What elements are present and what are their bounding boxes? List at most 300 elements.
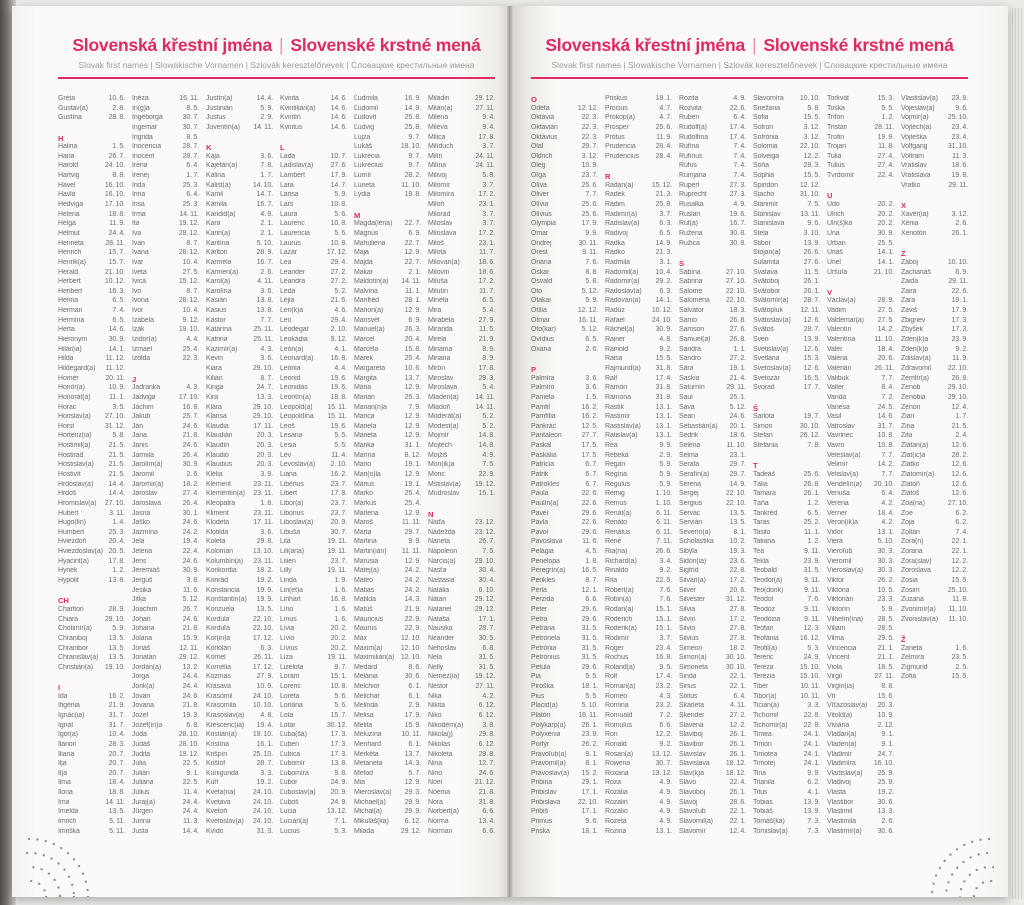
given-name: Servác	[679, 509, 701, 517]
given-name: Rodimír	[605, 634, 629, 642]
given-name: Melisa	[354, 712, 374, 719]
name-day-date: 26. 2.	[877, 577, 894, 585]
given-name: Ľuben	[280, 740, 299, 748]
name-day-date: 19. 10.	[178, 326, 199, 334]
name-entry	[206, 95, 273, 105]
given-name: Zden(k)a	[901, 336, 929, 344]
name-day-date: 6. 12.	[478, 702, 495, 710]
name-day-date: 11. 8.	[878, 143, 894, 151]
name-entry	[531, 770, 598, 780]
name-entry	[132, 654, 199, 664]
given-name: Piroška	[531, 683, 554, 691]
names-column	[428, 95, 495, 837]
name-day-date: 17. 8.	[330, 490, 347, 498]
section-letter: O	[531, 95, 537, 104]
given-name: Lejla	[280, 297, 295, 305]
name-entry	[901, 404, 968, 414]
name-day-date: 25. 4.	[404, 490, 421, 498]
name-day-date: 30. 7.	[182, 123, 199, 131]
name-entry	[280, 722, 347, 732]
name-day-date: 5. 6.	[334, 229, 347, 237]
given-name: Pelágia	[531, 548, 554, 556]
given-name: Konkordia	[206, 567, 237, 575]
given-name: Ondrej	[531, 239, 552, 247]
name-day-date: 1. 6.	[334, 586, 347, 594]
name-entry	[901, 413, 968, 423]
name-day-date: 23. 9.	[581, 731, 598, 739]
name-day-date: 1. 6.	[955, 644, 968, 652]
given-name: Kasián	[206, 297, 227, 305]
name-day-date: 29. 2.	[655, 278, 672, 286]
name-day-date: 23. 1.	[478, 201, 495, 209]
name-entry	[827, 240, 894, 250]
name-entry	[901, 567, 968, 577]
name-entry	[605, 731, 672, 741]
name-day-date: 4. 9.	[659, 789, 672, 797]
name-entry	[605, 645, 672, 655]
given-name: Horst	[58, 422, 75, 430]
name-day-date: 4. 3.	[659, 692, 672, 700]
name-entry	[428, 490, 495, 500]
name-day-date: 5. 10.	[877, 538, 894, 546]
given-name: Hrdoslav(a)	[58, 480, 94, 488]
name-entry	[605, 625, 672, 635]
name-entry	[679, 548, 746, 558]
given-name: Lukrécius	[354, 162, 384, 170]
given-name: Juraj(a)	[132, 798, 155, 806]
name-day-date: 22. 10.	[799, 143, 820, 151]
name-day-date: 6. 5.	[482, 297, 495, 305]
name-entry	[531, 442, 598, 452]
given-name: Gréta	[58, 95, 76, 102]
name-entry	[605, 134, 672, 144]
name-day-date: 30. 9.	[182, 567, 199, 575]
given-name: Skarleta	[679, 702, 704, 710]
name-entry	[58, 645, 125, 655]
name-entry	[827, 510, 894, 520]
name-day-date: 16. 12.	[799, 634, 820, 642]
name-day-date: 19. 12.	[178, 220, 199, 228]
name-entry	[605, 587, 672, 597]
name-day-date: 13. 12.	[651, 769, 672, 777]
name-entry	[206, 481, 273, 491]
name-entry	[827, 712, 894, 722]
name-entry	[901, 510, 968, 520]
given-name: Nestor	[428, 683, 449, 691]
given-name: Krasomil	[206, 692, 233, 700]
given-name: Saul	[679, 393, 693, 401]
name-day-date: 14. 6.	[330, 104, 347, 112]
given-name: Velislav(a)	[827, 470, 859, 478]
given-name: Jerguš	[132, 577, 153, 585]
name-day-date: 15. 7.	[108, 258, 125, 266]
name-day-date: 2. 9.	[659, 451, 672, 459]
name-day-date: 24. 4.	[182, 673, 199, 681]
name-day-date: 16. 2.	[330, 470, 347, 478]
name-day-date: 6. 9.	[955, 268, 968, 276]
given-name: Zlatomír(a)	[901, 470, 935, 478]
name-day-date: 12. 5.	[581, 422, 598, 430]
name-entry	[531, 114, 598, 124]
name-day-date: 29. 6.	[581, 663, 598, 671]
name-day-date: 30. 10.	[725, 654, 746, 662]
given-name: Hartvig	[58, 172, 80, 180]
given-name: Olympia	[531, 220, 556, 228]
name-entry	[132, 645, 199, 655]
name-entry	[827, 95, 894, 105]
name-day-date: 4. 9.	[482, 451, 495, 459]
name-entry	[531, 538, 598, 548]
given-name: Rozália	[605, 789, 628, 797]
name-day-date: 17. 8.	[478, 364, 495, 372]
name-day-date: 5. 12.	[182, 596, 199, 604]
given-name: Ingemar	[132, 123, 157, 131]
given-name: In(g)a	[132, 104, 150, 112]
name-day-date: 24. 6.	[182, 692, 199, 700]
name-entry	[827, 375, 894, 385]
name-entry	[354, 182, 421, 192]
given-name: Sergius	[679, 499, 703, 507]
given-name: Prosper	[605, 123, 629, 131]
given-name: Marína	[354, 451, 376, 459]
given-name: Viera	[827, 538, 843, 546]
name-day-date: 18. 1.	[581, 827, 598, 835]
given-name: Milorad	[428, 210, 451, 218]
name-day-date: 22. 10.	[577, 798, 598, 806]
name-entry	[206, 828, 273, 838]
name-day-date: 9. 2.	[659, 567, 672, 575]
name-day-date: 23. 1.	[478, 239, 495, 247]
name-day-date: 5. 5.	[334, 442, 347, 450]
row-spacer	[679, 249, 746, 259]
name-entry	[132, 355, 199, 365]
name-day-date: 26. 6.	[803, 249, 820, 257]
name-day-date: 19. 11.	[327, 538, 347, 546]
page-header	[58, 6, 495, 79]
given-name: Nikoleta	[428, 750, 453, 758]
name-day-date: 25. 11.	[253, 336, 273, 344]
name-entry	[901, 317, 968, 327]
given-name: Juventín(a)	[206, 123, 240, 131]
name-day-date: 7. 4.	[733, 152, 746, 160]
name-day-date: 27. 8.	[729, 625, 746, 633]
name-day-date: 19. 3.	[182, 712, 199, 719]
name-day-date: 13. 5.	[729, 519, 746, 527]
name-entry	[280, 461, 347, 471]
given-name: Línus	[280, 615, 297, 623]
given-name: Zvonislav(a)	[901, 615, 938, 623]
given-name: Klementín(a)	[206, 490, 245, 498]
given-name: Karol(a)	[206, 278, 231, 286]
name-day-date: 31. 7.	[877, 422, 894, 430]
given-name: Vratislava	[901, 172, 931, 180]
name-day-date: 7. 4.	[955, 528, 968, 536]
given-name: Patrícia	[531, 461, 554, 469]
given-name: Marlena	[354, 509, 379, 517]
name-entry	[428, 587, 495, 597]
name-entry	[58, 702, 125, 712]
given-name: Oktávia	[531, 114, 555, 122]
given-name: Rúfus	[679, 162, 697, 170]
given-name: Nataša	[428, 615, 450, 623]
name-entry	[753, 722, 820, 732]
name-entry	[531, 172, 598, 182]
given-name: Tomislav(a)	[753, 827, 788, 835]
name-entry	[132, 519, 199, 529]
name-day-date: 19. 4.	[256, 721, 273, 729]
name-day-date: 11. 7.	[479, 287, 495, 295]
name-entry	[58, 751, 125, 761]
given-name: Ruslan	[679, 210, 701, 218]
name-entry	[58, 162, 125, 172]
name-day-date: 25. 1.	[729, 393, 746, 401]
name-day-date: 29. 3.	[478, 374, 495, 382]
name-day-date: 17. 8.	[108, 557, 125, 565]
given-name: Herina	[58, 297, 79, 305]
name-entry	[428, 596, 495, 606]
name-entry	[428, 413, 495, 423]
name-day-date: 22. 8.	[803, 721, 820, 729]
name-entry	[753, 326, 820, 336]
name-entry	[280, 336, 347, 346]
name-day-date: 22. 6.	[951, 287, 968, 295]
name-day-date: 30. 7.	[655, 760, 672, 768]
name-entry	[901, 346, 968, 356]
given-name: León(a)	[280, 345, 304, 353]
name-day-date: 4. 8.	[659, 336, 672, 344]
name-entry	[428, 114, 495, 124]
row-spacer	[206, 134, 273, 144]
name-day-date: 25. 6.	[655, 123, 672, 131]
name-day-date: 1. 7.	[186, 172, 199, 180]
name-entry	[280, 538, 347, 548]
name-entry	[132, 249, 199, 259]
given-name: Ružena	[679, 229, 703, 237]
name-entry	[531, 288, 598, 298]
name-entry	[428, 741, 495, 751]
name-entry	[132, 346, 199, 356]
name-entry	[901, 307, 968, 317]
given-name: Orest	[531, 249, 548, 257]
given-name: Záviš	[901, 307, 918, 315]
given-name: Mladen(a)	[428, 393, 459, 401]
name-entry	[58, 182, 125, 192]
name-entry	[679, 365, 746, 375]
given-name: Slavoľub	[679, 808, 706, 816]
given-name: Radan(a)	[605, 181, 634, 189]
name-entry	[132, 481, 199, 491]
name-entry	[827, 538, 894, 548]
name-day-date: 1. 6.	[334, 615, 347, 623]
given-name: Trofin	[827, 133, 845, 141]
name-day-date: 13. 8.	[330, 760, 347, 768]
name-entry	[206, 394, 273, 404]
name-day-date: 28. 12.	[178, 249, 199, 257]
given-name: Henrich	[58, 249, 82, 257]
given-name: Lívio	[280, 634, 295, 642]
name-entry	[753, 500, 820, 510]
given-name: Roderich	[605, 615, 633, 623]
given-name: Rastimír	[605, 413, 631, 421]
name-day-date: 24. 2.	[182, 528, 199, 536]
name-day-date: 24. 4.	[182, 683, 199, 691]
given-name: Konrád	[206, 577, 228, 585]
name-day-date: 13. 1.	[655, 403, 672, 411]
given-name: Mileva	[428, 123, 448, 131]
name-day-date: 10. 4.	[182, 258, 199, 266]
name-entry	[58, 616, 125, 626]
given-name: Stojan(a)	[753, 249, 781, 257]
given-name: Pankrác	[531, 422, 556, 430]
name-day-date: 27. 2.	[729, 355, 746, 363]
given-name: Kornélia	[206, 663, 231, 671]
name-entry	[280, 577, 347, 587]
section-letter: V	[827, 287, 832, 297]
given-name: Titanila	[753, 779, 775, 787]
name-entry	[280, 201, 347, 211]
section-letter: T	[753, 461, 758, 471]
given-name: Petula	[531, 663, 551, 671]
name-entry	[753, 645, 820, 655]
name-day-date: 5. 10.	[581, 702, 598, 710]
given-name: Tatiana	[753, 538, 775, 546]
name-day-date: 25. 10.	[252, 750, 273, 758]
given-name: Zenob	[901, 384, 921, 392]
name-day-date: 29. 12.	[400, 827, 421, 835]
name-entry	[605, 307, 672, 317]
given-name: Norma	[428, 818, 449, 826]
given-name: Inocencia	[132, 143, 162, 151]
name-day-date: 12. 9.	[404, 432, 421, 440]
given-name: Valerián	[827, 364, 852, 372]
name-entry	[58, 625, 125, 635]
name-day-date: 23. 12.	[474, 528, 495, 536]
name-entry	[58, 201, 125, 211]
given-name: Valentína	[827, 336, 856, 344]
given-name: Rafael	[605, 316, 625, 324]
given-name: Rodan(a)	[605, 605, 634, 613]
given-name: Lev	[280, 451, 291, 459]
name-day-date: 16. 9.	[404, 95, 421, 102]
given-name: Miloslav	[428, 220, 453, 228]
given-name: Hubert	[58, 509, 79, 517]
given-name: Kveta(na)	[206, 789, 236, 797]
given-name: Rita	[605, 577, 618, 585]
name-entry	[58, 288, 125, 298]
given-name: Majda	[354, 258, 373, 266]
name-day-date: 7. 3.	[807, 818, 820, 826]
name-entry	[901, 278, 968, 288]
name-entry	[753, 587, 820, 597]
name-day-date: 20. 3.	[877, 702, 894, 710]
name-entry	[58, 577, 125, 587]
name-entry	[827, 297, 894, 307]
given-name: Zian	[901, 413, 915, 421]
given-name: Vidor	[827, 528, 843, 536]
name-entry	[605, 365, 672, 375]
given-name: Kevin	[206, 355, 224, 363]
given-name: Iľja	[58, 769, 68, 777]
name-day-date: 7. 4.	[733, 143, 746, 151]
name-entry	[531, 278, 598, 288]
given-name: Matúš	[354, 605, 373, 613]
name-entry	[354, 220, 421, 230]
given-name: Krasava	[206, 683, 231, 691]
name-entry	[58, 259, 125, 269]
name-day-date: 18. 6.	[478, 268, 495, 276]
name-entry	[132, 423, 199, 433]
name-day-date: 30. 4.	[478, 567, 495, 575]
given-name: Juliána	[132, 779, 154, 787]
name-day-date: 17. 2.	[478, 278, 495, 286]
given-name: Tician(a)	[753, 702, 780, 710]
name-entry	[354, 741, 421, 751]
given-name: Remig	[605, 490, 625, 498]
title-separator: |	[278, 35, 284, 55]
given-name: Klaudín	[206, 442, 230, 450]
name-day-date: 27. 7.	[581, 432, 598, 440]
name-day-date: 27. 2.	[729, 712, 746, 719]
name-day-date: 4. 8.	[260, 712, 273, 719]
name-day-date: 12. 9.	[404, 470, 421, 478]
given-name: Marta	[354, 528, 372, 536]
name-day-date: 11. 8.	[952, 596, 968, 604]
name-day-date: 18. 4.	[877, 345, 894, 353]
given-name: Prudencia	[605, 143, 636, 151]
name-entry	[280, 799, 347, 809]
name-day-date: 31. 8.	[655, 384, 672, 392]
given-name: Zosim	[901, 586, 920, 594]
name-day-date: 30. 3.	[877, 567, 894, 575]
name-entry	[206, 317, 273, 327]
given-name: Markus	[354, 499, 377, 507]
given-name: Narcis(a)	[428, 557, 456, 565]
name-day-date: 22. 1.	[951, 538, 968, 546]
given-name: Herman	[58, 307, 83, 315]
name-day-date: 15. 3.	[877, 95, 894, 102]
given-name: Ulri(š)ka	[827, 220, 853, 228]
name-day-date: 9. 1.	[881, 731, 894, 739]
given-name: Petra	[531, 615, 548, 623]
given-name: Kalina	[206, 172, 225, 180]
name-entry	[58, 789, 125, 799]
title-czech: Slovenská křestní jména	[72, 35, 272, 55]
given-name: Jela	[132, 538, 145, 546]
given-name: Koloman	[206, 548, 233, 556]
name-day-date: 27. 10.	[947, 499, 968, 507]
name-entry	[354, 693, 421, 703]
name-entry	[605, 606, 672, 616]
name-day-date: 3. 7.	[482, 181, 495, 189]
given-name: Konstancia	[206, 586, 240, 594]
name-entry	[58, 635, 125, 645]
name-day-date: 17. 2.	[478, 191, 495, 199]
name-day-date: 26. 8.	[729, 316, 746, 324]
name-entry	[605, 288, 672, 298]
name-day-date: 16. 5.	[581, 567, 598, 575]
name-day-date: 22. 3.	[581, 133, 598, 141]
given-name: Sandro	[679, 355, 701, 363]
given-name: Iva	[132, 229, 142, 237]
name-day-date: 26. 4.	[182, 499, 199, 507]
name-day-date: 2. 8.	[112, 104, 125, 112]
name-entry	[354, 606, 421, 616]
name-entry	[132, 635, 199, 645]
row-spacer	[753, 394, 820, 404]
name-entry	[531, 548, 598, 558]
name-day-date: 4. 9.	[733, 201, 746, 209]
given-name: Jonáš	[132, 644, 151, 652]
